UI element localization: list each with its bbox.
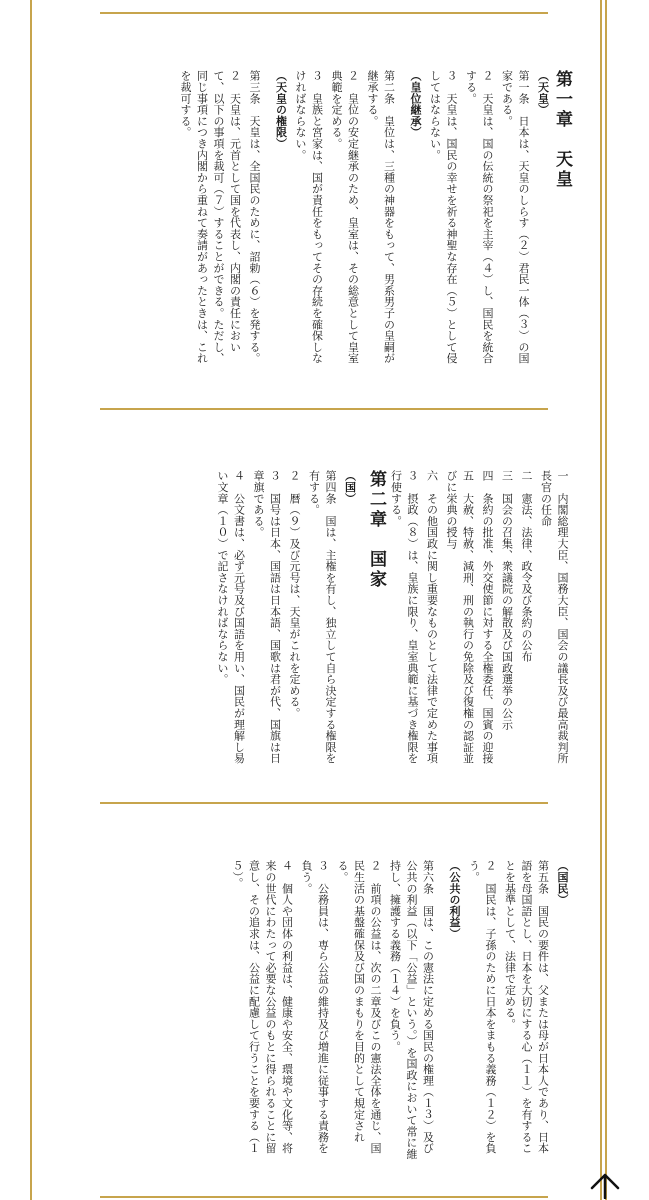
article-text: 第三条 天皇は、全国民のために、詔勅（６）を発する。 bbox=[248, 70, 261, 364]
list-item: 六 その他国政に関し重要なものとして法律で定めた事項 bbox=[425, 470, 439, 764]
divider bbox=[100, 802, 548, 804]
list-item: 三 国会の召集、衆議院の解散及び国政選挙の公示 bbox=[500, 470, 514, 730]
right-gold-border bbox=[600, 0, 602, 1200]
divider bbox=[100, 408, 548, 410]
article-caption: （国民） bbox=[556, 860, 569, 906]
text-section-2 bbox=[110, 470, 570, 770]
right-gold-border-inner bbox=[605, 0, 607, 1200]
divider bbox=[100, 1196, 548, 1198]
back-to-top-button[interactable] bbox=[585, 1172, 625, 1200]
paragraph-text: ３ 国号は日本、国語は日本語、国歌は君が代、国旗は日章旗である。 bbox=[252, 470, 282, 764]
text-section-3 bbox=[110, 860, 570, 1160]
paragraph-text: ３ 天皇は、国民の幸せを祈る神聖な存在（５）として侵してはならない。 bbox=[428, 70, 458, 364]
article-caption: （公共の利益） bbox=[448, 860, 461, 940]
left-gold-border bbox=[30, 0, 32, 1200]
paragraph-text: ２ 暦（９）及び元号は、天皇がこれを定める。 bbox=[288, 470, 301, 719]
list-item: 二 憲法、法律、政令及び条約の公布 bbox=[520, 470, 533, 663]
list-item: 五 大赦、特赦、減刑、刑の執行の免除及び復権の認証並びに栄典の授与 bbox=[445, 470, 475, 764]
paragraph-text: ２ 天皇は、国の伝統の祭祀を主宰（４）し、国民を統合する。 bbox=[464, 70, 494, 364]
article-text: 第六条 国は、この憲法に定める国民の権理（１３）及び公共の利益（以下「公益」という。）を国政において常に維持し、擁護する義務（１４）を負う。 bbox=[388, 860, 435, 1160]
article-text: 第四条 国は、主権を有し、独立して自ら決定する権限を有する。 bbox=[307, 470, 337, 764]
paragraph-text: ４ 個人や団体の利益は、健康や安全、環境や文化等、将来の世代にわたって必要な公益のもとに得られることに留意し、その追求は、公益に配慮して行うことを要する（１５）。 bbox=[231, 860, 294, 1154]
paragraph-text: ２ 天皇は、元首として国を代表し、内閣の責任において、以下の事項を裁可（７）することができる。ただし、同じ事項につき内閣から重ねて奏請があったときは、これを裁可する。 bbox=[179, 70, 242, 364]
paragraph-text: ３ 公務員は、専ら公益の維持及び増進に従事する責務を負う。 bbox=[300, 860, 330, 1154]
divider bbox=[100, 12, 548, 14]
article-caption: （国） bbox=[343, 470, 357, 504]
paragraph-text: ２ 前項の公益は、次の二章及びこの憲法全体を通じ、国民生活の基盤確保及び国のまもりを目的として規定される。 bbox=[336, 860, 382, 1154]
article-text: 第二条 皇位は、三種の神器をもって、男系男子の皇嗣が継承する。 bbox=[366, 70, 396, 364]
paragraph-text: ４ 公文書は、必ず元号及び国語を用い、国民が理解し易い文章（１０）で記さなければならない。 bbox=[216, 470, 246, 764]
article-caption: （天皇の権限） bbox=[274, 70, 288, 150]
article-caption: （皇位継承） bbox=[409, 70, 422, 138]
article-text: 第一条 日本は、天皇のしらす（２）君民一体（３）の国家である。 bbox=[500, 70, 530, 364]
paragraph-text: ２ 国民は、子孫のために日本をまもる義務（１２）を負う。 bbox=[467, 860, 497, 1154]
list-item: 一 内閣総理大臣、国務大臣、国会の議長及び最高裁判所長官の任命 bbox=[539, 470, 569, 764]
article-caption: （天皇） bbox=[536, 70, 550, 116]
chapter-title: 第二章 国家 bbox=[366, 470, 386, 590]
paragraph-text: ２ 皇位の安定継承のため、皇室は、その総意として皇室典範を定める。 bbox=[330, 70, 360, 364]
paragraph-text: ３ 摂政（８）は、皇族に限り、皇室典範に基づき権限を行使する。 bbox=[389, 470, 419, 764]
chapter-title: 第一章 天皇 bbox=[552, 70, 572, 190]
up-arrow-icon bbox=[589, 1173, 621, 1199]
list-item: 四 条約の批准、外交使節に対する全権委任、国賓の迎接 bbox=[481, 470, 494, 764]
paragraph-text: ３ 皇族と宮家は、国が責任をもってその存続を確保しなければならない。 bbox=[294, 70, 324, 364]
text-section-1 bbox=[110, 70, 570, 370]
article-text: 第五条 国民の要件は、父または母が日本人であり、日本語を母国語とし、日本を大切にする心（１１）を有することを基準として、法律で定める。 bbox=[503, 860, 550, 1154]
